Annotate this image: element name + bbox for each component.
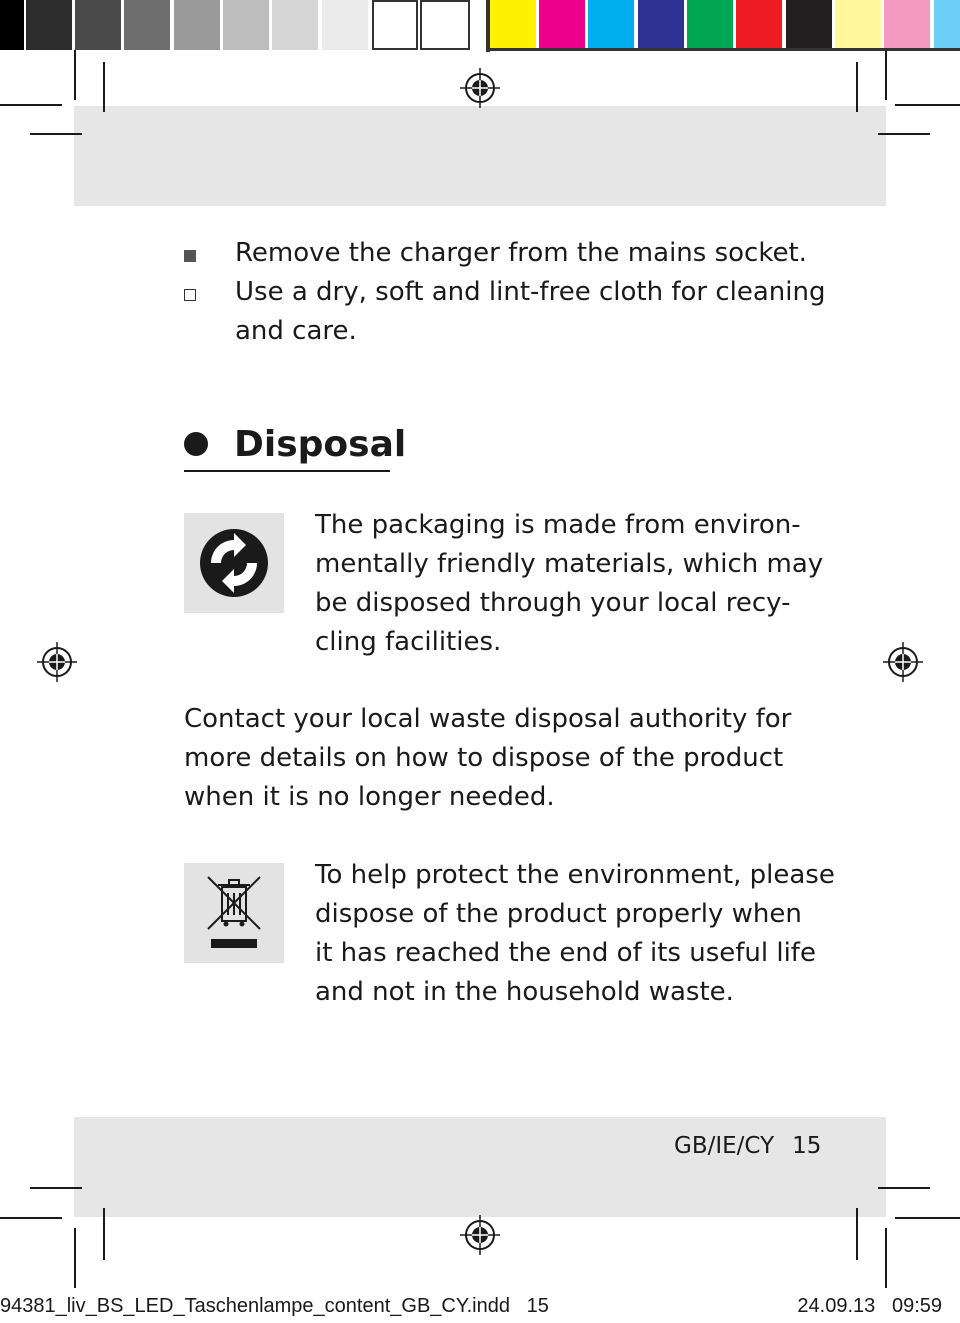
swatch-pink <box>884 0 930 50</box>
colorbar-underline <box>486 48 960 51</box>
packaging-text <box>315 506 823 662</box>
swatch-white <box>372 0 418 50</box>
packaging-line: cling facilities. <box>315 627 502 657</box>
heading-bullet-icon <box>184 432 208 456</box>
weee-line: To help protect the environment, please <box>315 860 835 890</box>
swatch-gray-75 <box>75 0 121 50</box>
contact-text <box>184 700 791 817</box>
weee-text <box>315 856 835 1012</box>
list-item-text: and care. <box>235 316 357 346</box>
swatch-gray-60 <box>124 0 170 50</box>
weee-line: dispose of the product properly when <box>315 899 802 929</box>
swatch-yellow <box>490 0 536 50</box>
page-footer <box>674 1130 821 1162</box>
packaging-line: be disposed through your local recy- <box>315 588 791 618</box>
recycling-icon <box>184 513 284 613</box>
header-panel <box>74 106 886 206</box>
color-calibration-bar <box>0 0 960 52</box>
packaging-line: mentally friendly materials, which may <box>315 549 824 579</box>
empty-square-bullet-icon <box>184 289 196 301</box>
crop-mark <box>103 62 105 112</box>
list-item-text: Remove the charger from the mains socket. <box>235 238 807 268</box>
page-number: 15 <box>792 1133 822 1159</box>
swatch-light-yellow <box>835 0 881 50</box>
weee-line: and not in the household waste. <box>315 977 734 1007</box>
swatch-gray-20 <box>272 0 318 50</box>
crop-mark <box>74 50 76 100</box>
swatch-gray-10 <box>322 0 368 50</box>
swatch-blue <box>638 0 684 50</box>
section-heading <box>184 420 407 472</box>
swatch-gray-45 <box>174 0 220 50</box>
swatch-gray-90 <box>26 0 72 50</box>
crossed-bin-icon <box>184 863 284 963</box>
swatch-registration-black <box>786 0 832 50</box>
contact-line: Contact your local waste disposal authority for <box>184 704 792 734</box>
swatch-black <box>0 0 24 50</box>
list-item-text: Use a dry, soft and lint-free cloth for cleaning <box>235 277 826 307</box>
language-codes: GB/IE/CY <box>674 1133 775 1159</box>
weee-line: it has reached the end of its useful life <box>315 938 816 968</box>
swatch-white-2 <box>420 0 470 50</box>
contact-line: when it is no longer needed. <box>184 782 555 812</box>
crop-mark <box>885 1228 887 1288</box>
swatch-cyan <box>588 0 634 50</box>
contact-line: more details on how to dispose of the product <box>184 743 784 773</box>
swatch-gray-30 <box>223 0 269 50</box>
crop-mark <box>856 62 858 112</box>
registration-mark-icon <box>460 1215 500 1255</box>
crop-mark <box>895 104 960 106</box>
crop-mark <box>878 133 930 135</box>
colorbar-frame <box>486 0 490 52</box>
page-title: Disposal <box>234 424 407 465</box>
registration-mark-icon <box>460 68 500 108</box>
print-slug-timestamp: 24.09.13 09:59 <box>797 1295 942 1317</box>
crop-mark <box>895 1217 960 1219</box>
registration-mark-icon <box>37 642 77 682</box>
filled-square-bullet-icon <box>184 250 196 262</box>
list-item <box>184 273 824 351</box>
list-item <box>184 234 807 273</box>
crop-mark <box>0 104 62 106</box>
packaging-line: The packaging is made from environ- <box>315 510 801 540</box>
swatch-green <box>687 0 733 50</box>
registration-mark-icon <box>883 642 923 682</box>
crop-mark <box>30 1187 82 1189</box>
crop-mark <box>856 1208 858 1260</box>
swatch-light-cyan <box>934 0 960 50</box>
swatch-red <box>736 0 782 50</box>
crop-mark <box>0 1217 62 1219</box>
crop-mark <box>103 1208 105 1260</box>
crossed-bin-icon-box <box>184 863 284 963</box>
recycling-icon-box <box>184 513 284 613</box>
crop-mark <box>885 50 887 100</box>
crop-mark <box>30 133 82 135</box>
crop-mark <box>74 1228 76 1288</box>
crop-mark <box>878 1187 930 1189</box>
swatch-magenta <box>539 0 585 50</box>
print-slug-filename: 94381_liv_BS_LED_Taschenlampe_content_GB_CY.indd 15 <box>0 1295 549 1317</box>
